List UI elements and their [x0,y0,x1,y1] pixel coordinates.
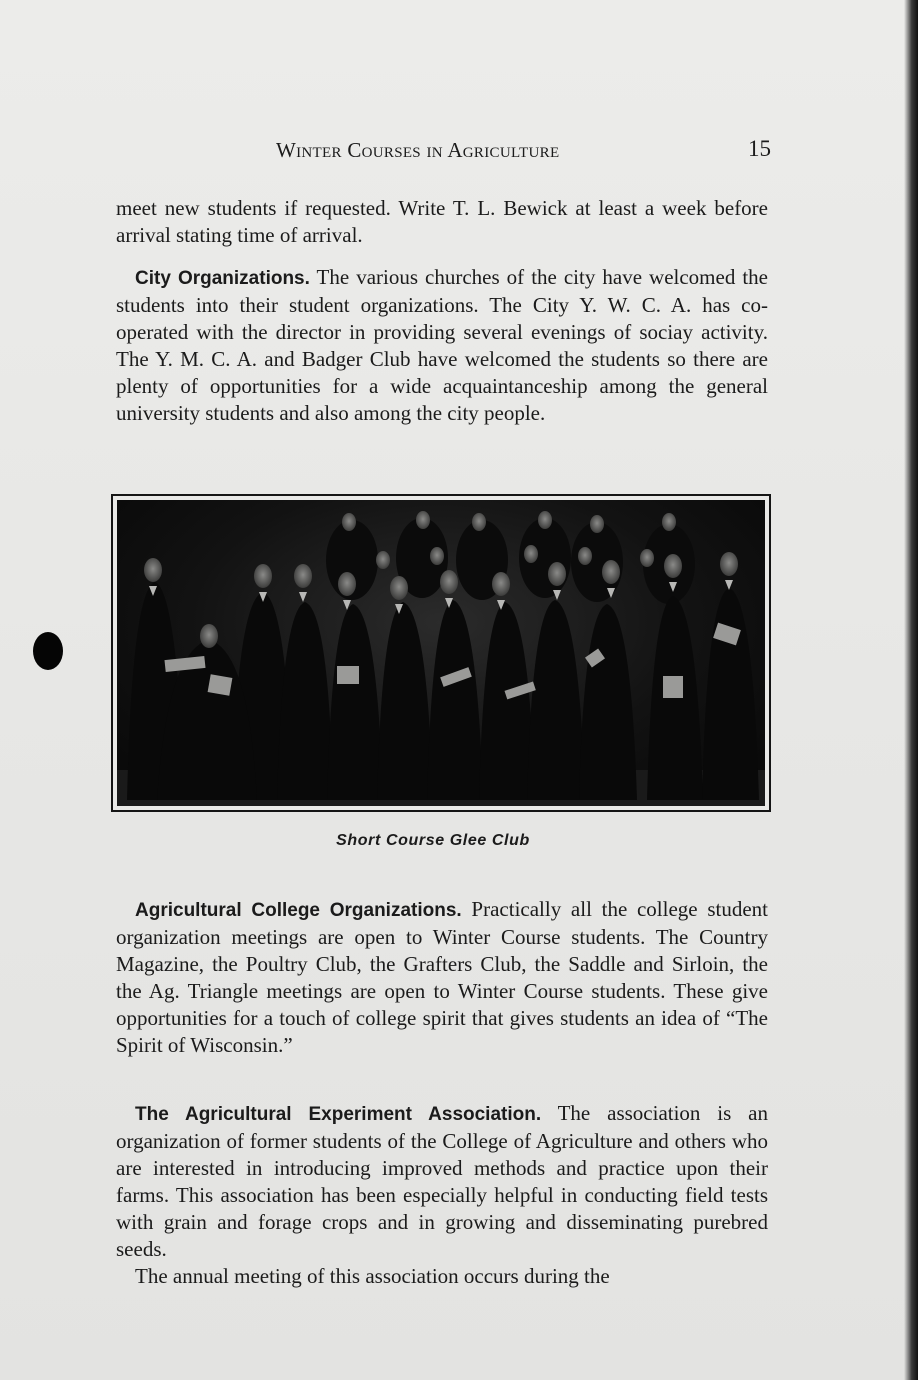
group-figures-illustration [117,500,765,806]
agricultural-college-block [116,896,768,1059]
glee-club-photo [117,500,765,806]
agricultural-college-paragraph [116,896,768,1059]
agricultural-college-body: Practically all the college student organization meetings are open to Winter Course students. The Country Magazine, the Poultry Club, the Grafters Club, the Saddle and Sirloin, the the Ag. Triangle meetings are open to Winter Course students. These give opportunities for a touch of college spirit that gives students an idea of “The Spirit of Wisconsin.” [116,897,768,1057]
photo-caption: Short Course Glee Club [336,832,530,849]
page-number: 15 [748,136,771,161]
page-edge-shadow [904,0,918,1380]
binder-punch-hole [33,632,63,670]
experiment-association-paragraph [116,1100,768,1263]
experiment-association-heading: The Agricultural Experiment Association. [135,1104,542,1125]
city-organizations-block [116,264,768,427]
city-organizations-paragraph [116,264,768,427]
city-organizations-heading: City Organizations. [135,268,310,289]
photo-frame [111,494,771,812]
experiment-association-body: The association is an organization of former students of the College of Agriculture and others who are interested in introducing improved methods and practice upon their farms. This association has been especially helpful in conducting field tests with grain and forage crops and in growing and disseminating purebred seeds. [116,1101,768,1261]
agricultural-college-heading: Agricultural College Organizations. [135,900,462,921]
top-paragraph: meet new students if requested. Write T. L. Bewick at least a week before arrival stating time of arrival. [116,196,768,247]
top-paragraph-block [116,195,768,249]
running-head: Winter Courses in Agriculture [276,138,560,162]
city-organizations-body: The various churches of the city have welcomed the students into their student organizations. The City Y. W. C. A. has co-operated with the director in providing several evenings of sociay activity. The Y. M. C. A. and Badger Club have welcomed the students so there are plenty of opportunities for a wide acquaintanceship among the general university students and also among the city people. [116,265,768,425]
experiment-association-continuation: The annual meeting of this association occurs during the [135,1264,610,1288]
experiment-association-block [116,1100,768,1290]
